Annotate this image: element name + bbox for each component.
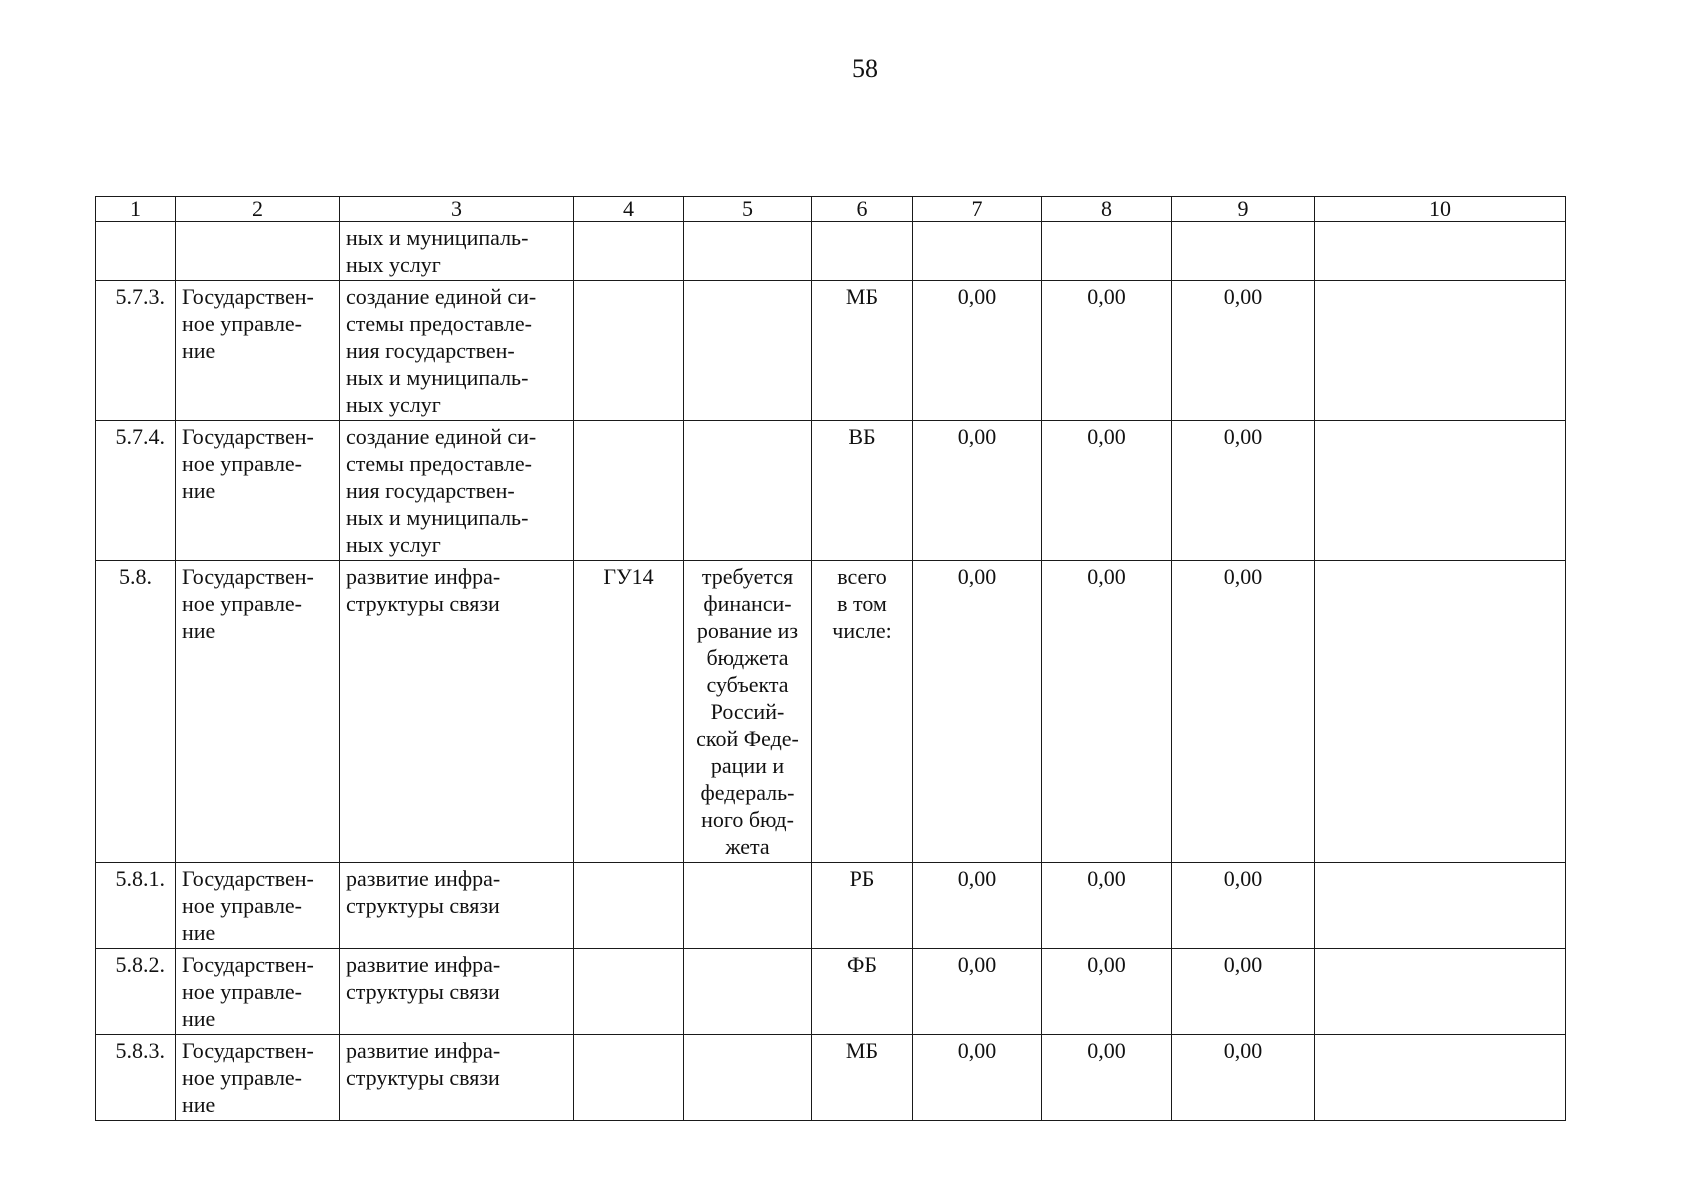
row-col5: требуется финанси- рование из бюджета субъекта Россий- ской Феде- рации и федераль- ного бюд- жета (684, 561, 812, 863)
row-col5 (684, 949, 812, 1035)
row-code: 5.8. (96, 561, 176, 863)
row-source: ВБ (812, 421, 913, 561)
row-value-8: 0,00 (1042, 561, 1172, 863)
row-code: 5.8.3. (96, 1035, 176, 1121)
row-activity: развитие инфра- структуры связи (340, 1035, 574, 1121)
row-activity: развитие инфра- структуры связи (340, 561, 574, 863)
row-value-7: 0,00 (913, 281, 1042, 421)
row-area (176, 222, 340, 281)
column-number: 10 (1315, 197, 1566, 222)
row-col5 (684, 863, 812, 949)
row-source (812, 222, 913, 281)
row-col10 (1315, 281, 1566, 421)
row-value-7: 0,00 (913, 949, 1042, 1035)
column-number: 3 (340, 197, 574, 222)
table-row (96, 949, 1566, 1035)
row-source: РБ (812, 863, 913, 949)
row-value-7: 0,00 (913, 421, 1042, 561)
row-area: Государствен- ное управле- ние (176, 421, 340, 561)
column-number-row (96, 197, 1566, 222)
row-area: Государствен- ное управле- ние (176, 281, 340, 421)
column-number: 4 (574, 197, 684, 222)
row-value-8: 0,00 (1042, 281, 1172, 421)
row-col4 (574, 421, 684, 561)
table-row (96, 561, 1566, 863)
table-row (96, 222, 1566, 281)
row-activity: создание единой си- стемы предоставле- ния государствен- ных и муниципаль- ных услуг (340, 421, 574, 561)
row-col4 (574, 1035, 684, 1121)
row-value-7: 0,00 (913, 863, 1042, 949)
row-value-9: 0,00 (1172, 561, 1315, 863)
row-col10 (1315, 1035, 1566, 1121)
row-code: 5.7.3. (96, 281, 176, 421)
row-value-9: 0,00 (1172, 281, 1315, 421)
row-col5 (684, 421, 812, 561)
row-value-9 (1172, 222, 1315, 281)
row-value-8: 0,00 (1042, 863, 1172, 949)
table-row (96, 863, 1566, 949)
row-col10 (1315, 863, 1566, 949)
row-value-9: 0,00 (1172, 421, 1315, 561)
row-area: Государствен- ное управле- ние (176, 949, 340, 1035)
table-row (96, 421, 1566, 561)
row-col10 (1315, 421, 1566, 561)
column-number: 9 (1172, 197, 1315, 222)
row-value-9: 0,00 (1172, 1035, 1315, 1121)
column-number: 1 (96, 197, 176, 222)
row-col5 (684, 222, 812, 281)
row-source: ФБ (812, 949, 913, 1035)
row-col10 (1315, 949, 1566, 1035)
table-row (96, 281, 1566, 421)
row-area: Государствен- ное управле- ние (176, 1035, 340, 1121)
row-area: Государствен- ное управле- ние (176, 561, 340, 863)
page-number: 58 (852, 54, 878, 83)
column-number: 8 (1042, 197, 1172, 222)
table-row (96, 1035, 1566, 1121)
row-code: 5.7.4. (96, 421, 176, 561)
row-col10 (1315, 222, 1566, 281)
row-col4 (574, 863, 684, 949)
row-activity: развитие инфра- структуры связи (340, 863, 574, 949)
column-number: 7 (913, 197, 1042, 222)
row-value-8 (1042, 222, 1172, 281)
column-number: 5 (684, 197, 812, 222)
row-value-8: 0,00 (1042, 1035, 1172, 1121)
row-code: 5.8.1. (96, 863, 176, 949)
row-area: Государствен- ное управле- ние (176, 863, 340, 949)
row-activity: создание единой си- стемы предоставле- ния государствен- ных и муниципаль- ных услуг (340, 281, 574, 421)
row-source: МБ (812, 281, 913, 421)
row-col10 (1315, 561, 1566, 863)
row-col5 (684, 1035, 812, 1121)
row-activity: развитие инфра- структуры связи (340, 949, 574, 1035)
row-value-8: 0,00 (1042, 949, 1172, 1035)
row-col4 (574, 222, 684, 281)
row-col4 (574, 949, 684, 1035)
row-activity: ных и муниципаль- ных услуг (340, 222, 574, 281)
row-value-9: 0,00 (1172, 863, 1315, 949)
row-code (96, 222, 176, 281)
row-value-9: 0,00 (1172, 949, 1315, 1035)
row-value-7: 0,00 (913, 1035, 1042, 1121)
row-value-8: 0,00 (1042, 421, 1172, 561)
column-number: 2 (176, 197, 340, 222)
column-number: 6 (812, 197, 913, 222)
row-col4: ГУ14 (574, 561, 684, 863)
row-col4 (574, 281, 684, 421)
row-col5 (684, 281, 812, 421)
row-code: 5.8.2. (96, 949, 176, 1035)
row-value-7: 0,00 (913, 561, 1042, 863)
row-source: МБ (812, 1035, 913, 1121)
program-table (95, 196, 1566, 1121)
row-value-7 (913, 222, 1042, 281)
row-source: всего в том числе: (812, 561, 913, 863)
